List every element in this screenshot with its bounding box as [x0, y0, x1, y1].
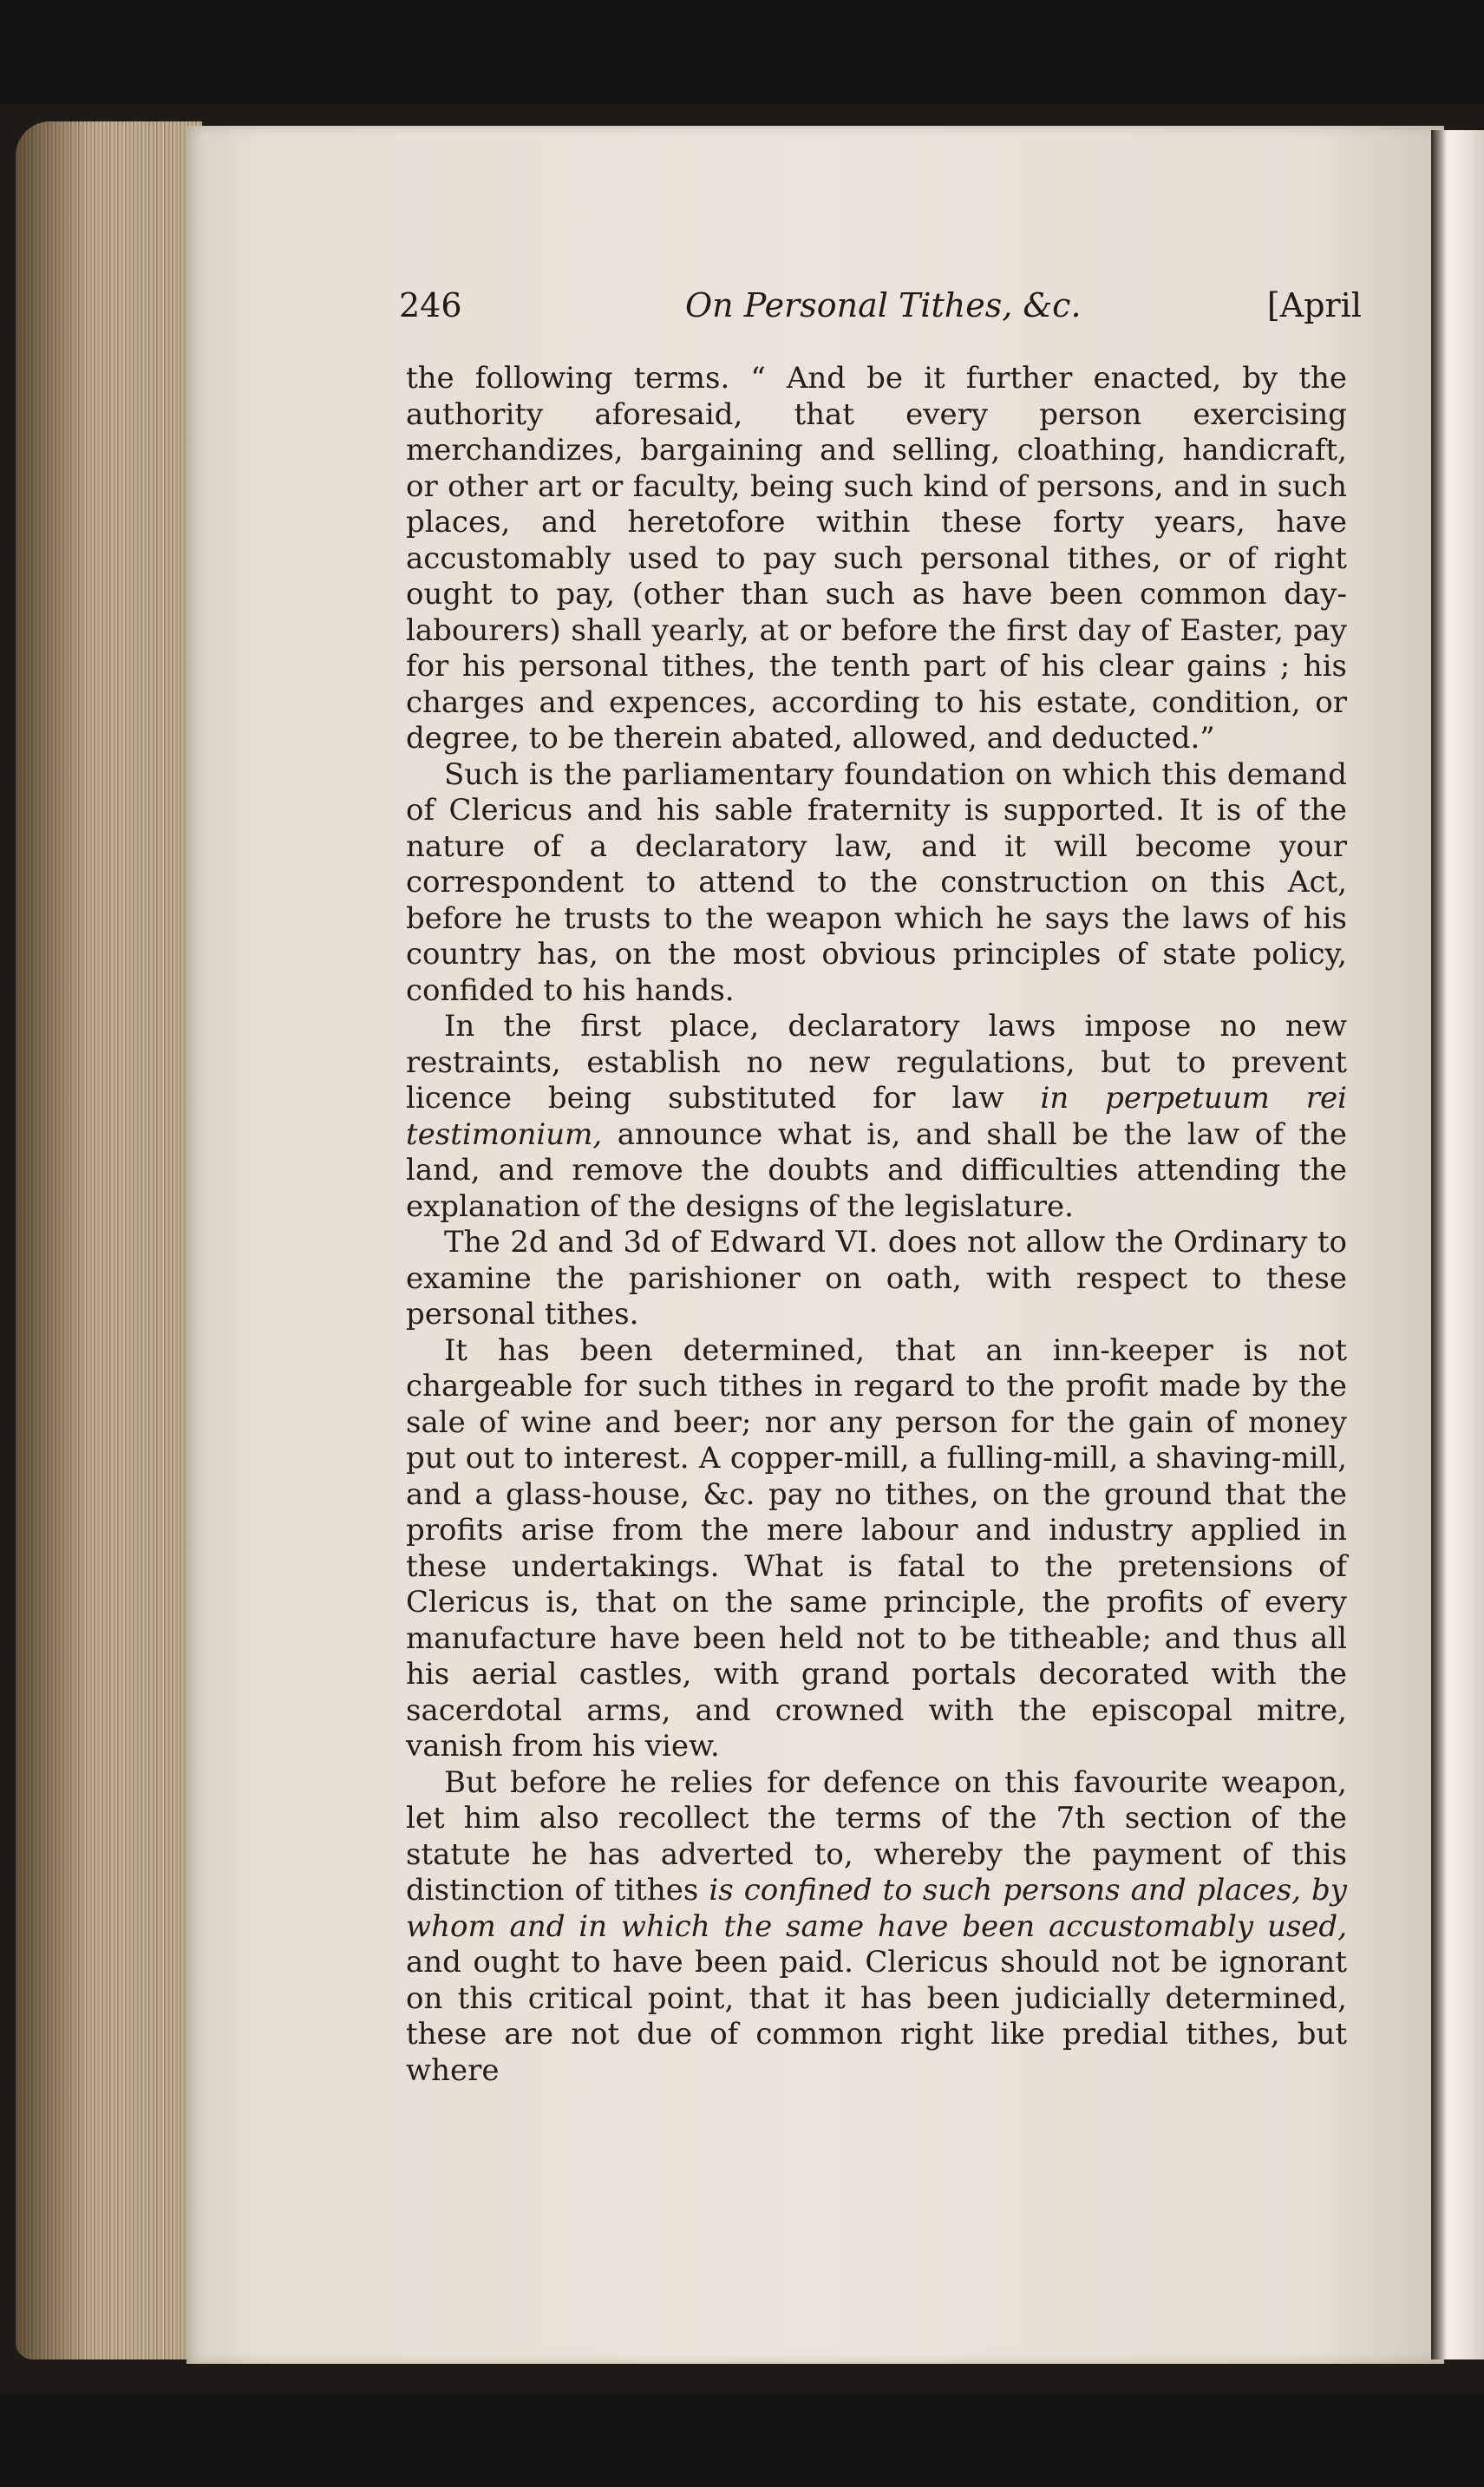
paragraph-3-latin-phrase: in perpetuum rei testimonium, — [406, 1081, 1347, 1152]
facing-page-edge — [1431, 130, 1484, 2359]
running-title: On Personal Tithes, &c. — [685, 286, 1082, 324]
paragraph-2: Such is the parliamentary foundation on which this demand of Clericus and his sable fraternity is supported. It is of the nature of a declaratory law, and it will become your correspondent to attend to the construction on this Act, before he trusts to the weapon which he says the laws of his country has, on the most obvious principles of state policy, confided to his hands. — [406, 756, 1347, 1008]
paragraph-1: the following terms. “ And be it further enacted, by the authority aforesaid, that every person exercising merchandizes, bargaining and selling, cloathing, handicraft, or other art or faculty, being such kind of persons, and in such places, and heretofore within these forty years, have accustomably used to pay such personal tithes, or of right ought to pay, (other than such as have been common day-labourers) shall yearly, at or before the first day of Easter, pay for his personal tithes, the tenth part of his clear gains ; his charges and expences, according to his estate, condition, or degree, to be therein abated, allowed, and deducted.” — [406, 361, 1347, 756]
page-header — [399, 286, 1379, 347]
body-text — [406, 361, 1347, 2089]
paragraph-6-text-a: But before he relies for defence on this favourite weapon, let him also recollect the terms of the 7th section of the statute he has adverted to, whereby the payment of this distinction of tithes — [406, 1764, 1347, 1908]
page-number: 246 — [399, 286, 462, 324]
paragraph-4: The 2d and 3d of Edward VI. does not allow the Ordinary to examine the parishioner on oath, with respect to these personal tithes. — [406, 1225, 1347, 1332]
paragraph-3-text-a: In the first place, declaratory laws impose no new restraints, establish no new regulations, but to prevent licence being substituted for law — [406, 1009, 1347, 1116]
paragraph-6-text-b: and ought to have been paid. Clericus should not be ignorant on this critical point, that it has been judicially determined, these are not due of common right like predial tithes, but where — [406, 1945, 1347, 2088]
page-edges — [16, 121, 202, 2359]
paragraph-6 — [406, 1765, 1347, 2090]
paragraph-3-text-b: announce what is, and shall be the law of the land, and remove the doubts and difficulties attending the explanation of the designs of the legislature. — [406, 1116, 1347, 1224]
header-month: [April — [1266, 286, 1362, 324]
paragraph-6-italic-quote: is confined to such persons and places, by whom and in which the same have been accustomably used, — [406, 1873, 1347, 1944]
paragraph-5: It has been determined, that an inn-keeper is not chargeable for such tithes in regard to the profit made by the sale of wine and beer; nor any person for the gain of money put out to interest. A copper-mill, a fulling-mill, a shaving-mill, and a glass-house, &c. pay no tithes, on the ground that the profits arise from the mere labour and industry applied in these undertakings. What is fatal to the pretensions of Clericus is, that on the same principle, the profits of every manufacture have been held not to be titheable; and thus all his aerial castles, with grand portals decorated with the sacerdotal arms, and crowned with the episcopal mitre, vanish from his view. — [406, 1332, 1347, 1764]
paragraph-3 — [406, 1009, 1347, 1225]
